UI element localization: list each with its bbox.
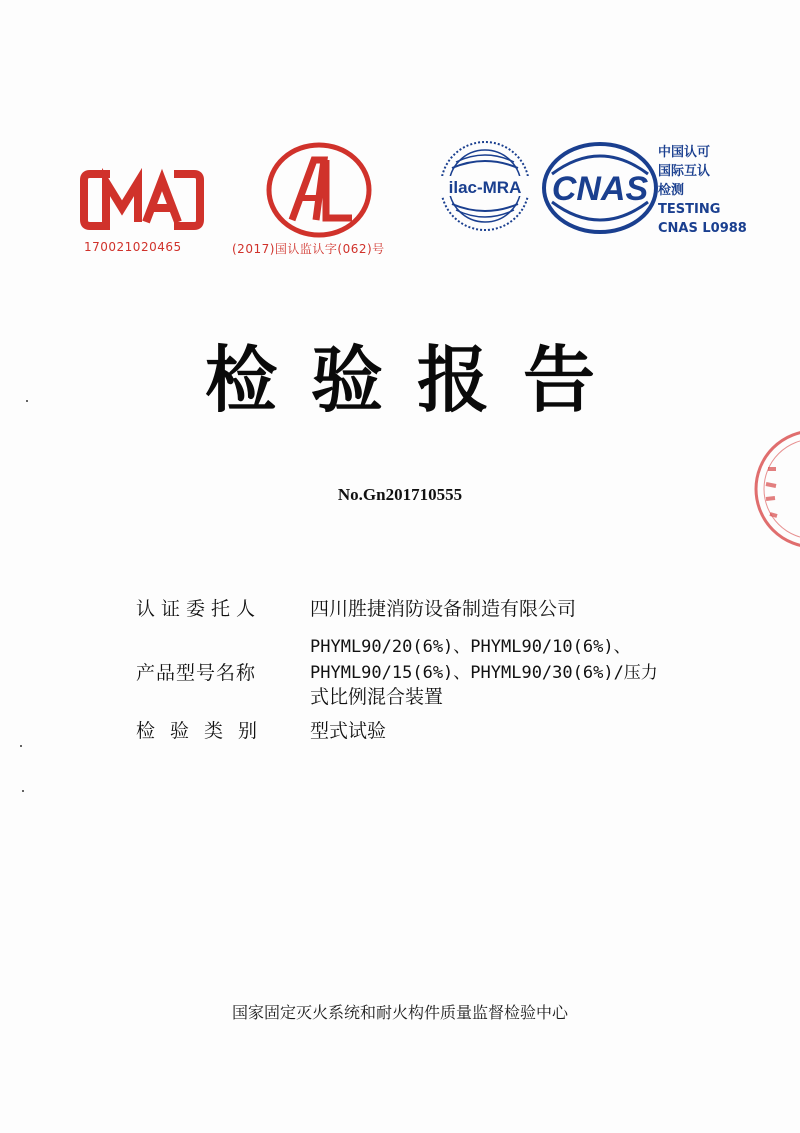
cma-code: 170021020465 [84,240,182,254]
cnas-side-text [658,143,747,238]
cal-logo [264,140,374,240]
ilac-mra-logo [430,136,540,236]
ilac-mra-text: ilac-MRA [448,178,522,197]
scan-speck [20,745,22,747]
product-label [136,658,276,685]
cnas-text: CNAS [551,170,649,208]
category-label [136,716,276,743]
scan-speck [26,400,28,402]
cal-caption: (2017)国认监认字(062)号 [232,242,385,256]
issuer-footer: 国家固定灭火系统和耐火构件质量监督检验中心 [231,1003,568,1022]
client-label [136,594,276,621]
cma-logo [80,168,204,232]
report-title: 检验报告 [204,338,629,422]
product-line-1: PHYML90/20(6%)、PHYML90/10(6%)、 [310,637,631,657]
client-label-text: 认证委托人 [136,598,262,620]
client-value: 四川胜捷消防设备制造有限公司 [310,598,577,620]
product-line-2: PHYML90/15(6%)、PHYML90/30(6%)/压力 [310,663,658,683]
cnas-line: 中国认可 [658,145,711,160]
product-label-text: 产品型号名称 [136,662,257,684]
scan-speck [22,790,24,792]
cnas-logo [540,140,660,236]
cnas-line: 国际互认 [658,164,711,179]
cnas-line: TESTING [658,202,721,217]
category-value: 型式试验 [310,720,387,742]
cnas-line: CNAS L0988 [658,221,747,236]
report-number: No.Gn201710555 [337,485,463,504]
category-label-text: 检验类别 [136,720,273,742]
product-line-3: 式比例混合装置 [310,686,444,708]
cnas-line: 检测 [658,183,685,198]
